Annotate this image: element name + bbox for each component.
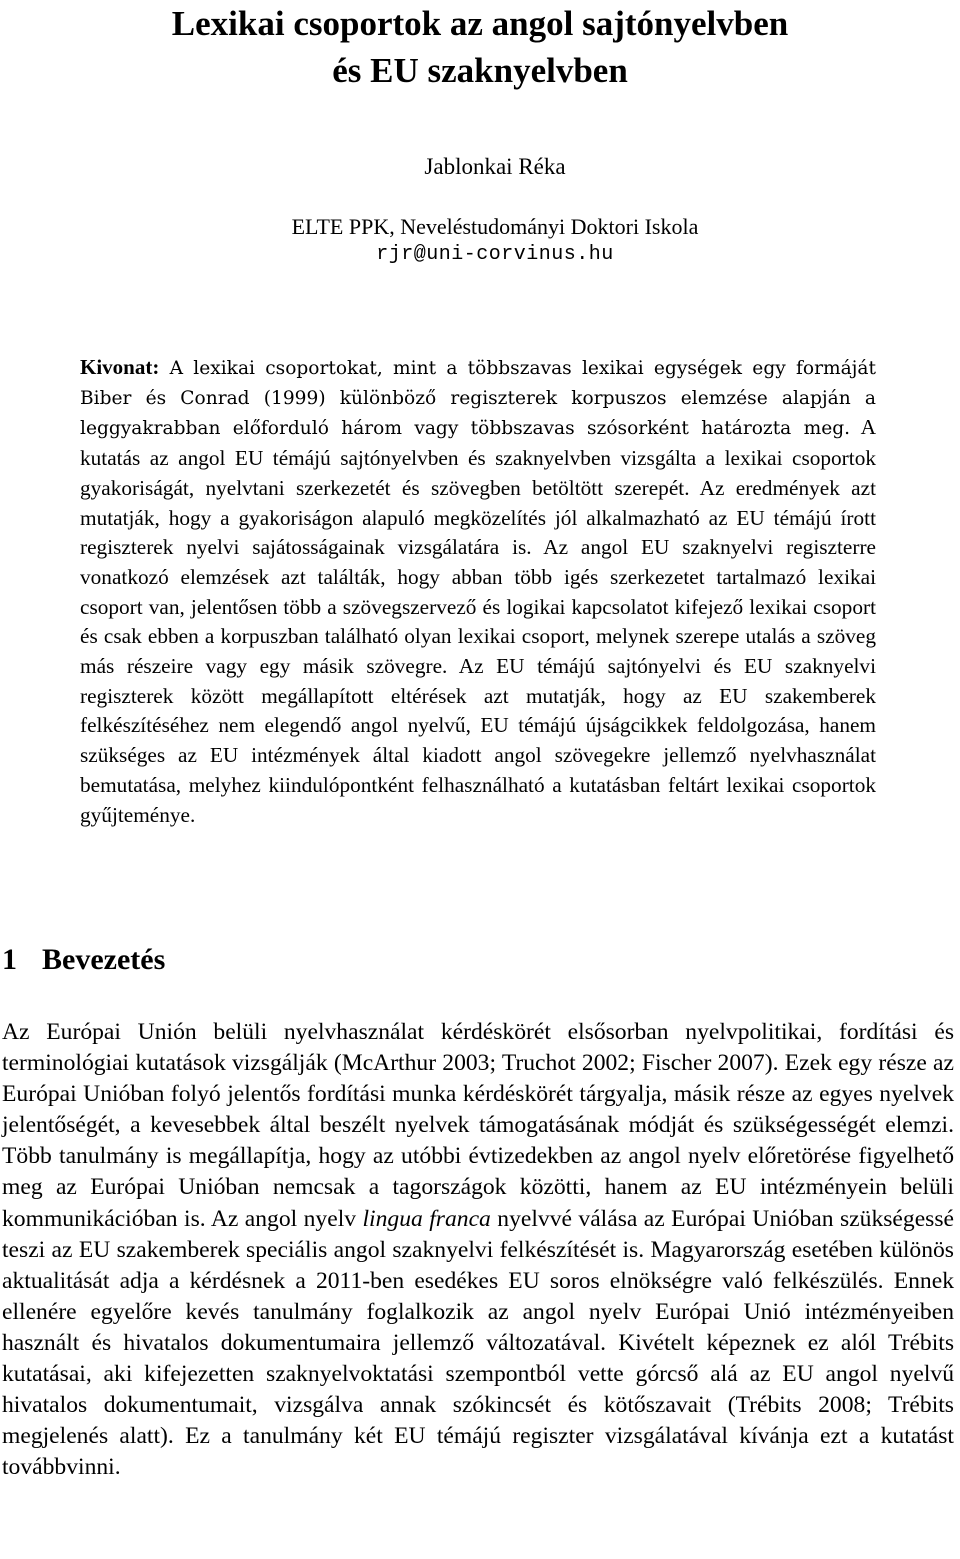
- paper-title-line-1: Lexikai csoportok az angol sajtónyelvben: [171, 4, 789, 43]
- author-name: Jablonkai Réka: [424, 154, 566, 179]
- abstract-label: Kivonat:: [80, 355, 160, 379]
- body-paragraph: [2, 1017, 954, 1483]
- body-text-part-1: Az Európai Unión belüli nyelvhasználat kérdéskörét elsősorban nyelvpolitikai, fordítási és terminológiai kutatások vizsgálják (McArthur 2003; Truchot 2002; Fischer 2007). Ezek egy része az Európai Unióban folyó jelentős fordítási munka kérdéskörét tárgyalja, másik része az egyes nyelvek jelentőségét, a kevesebbek által beszélt nyelvek támogatásának módját és szükségességét elemzi. Több tanulmány is megállapítja, hogy az utóbbi évtizedekben az angol nyelv előretörése figyelhető meg az Európai Unióban nemcsak a tagországok közötti, hanem az EU intézményein belüli kommunikációban is. Az angol nyelv: [2, 1019, 954, 1232]
- author-affiliation: ELTE PPK, Neveléstudományi Doktori Iskola: [291, 214, 699, 239]
- section-number: 1: [2, 943, 17, 976]
- section-title: Bevezetés: [42, 943, 166, 976]
- author-email: rjr@uni-corvinus.hu: [376, 243, 614, 266]
- abstract-text-part-2: A kutatás az angol EU témájú sajtónyelvben és szaknyelvben vizsgálta a lexikai csoportok gyakoriságát, nyelvtani szerkezetét és szövegben betöltött szerepét. Az eredmények azt mutatják, hogy a gyakoriságon alapuló megközelítés jól alkalmazható az EU témájú írott regiszterek nyelvi sajátosságainak vizsgálatára is. Az angol EU szaknyelvi regiszterre vonatkozó elemzések azt találták, hogy abban több igés szerkezetet tartalmazó lexikai csoport van, jelentősen több a szövegszervező és logikai kapcsolatot kifejező lexikai csoport és csak ebben a korpuszban található olyan lexikai csoport, melynek szerepe utalás a szöveg más részeire vagy egy másik szövegre. Az EU témájú sajtónyelvi és EU szaknyelvi regiszterek között megállapított eltérések azt mutatják, hogy az EU szakemberek felkészítéséhez nem elegendő angol nyelvű, EU témájú újságcikkek feldolgozása, hanem szükséges az EU intézmények által kiadott angol szövegekre jellemző nyelvhasználat bemutatása, melyhez kiindulópontként felhasználható a kutatásban feltárt lexikai csoportok gyűjteménye.: [80, 415, 876, 827]
- abstract-text-part-1: A lexikai csoportokat, mint a többszavas lexikai egységek egy formáját Biber és Conrad (1999) különböző regiszterek korpuszos elemzése alapján a leggyakrabban előforduló három vagy többszavas szósorként határozta meg.: [80, 358, 876, 440]
- body-text-italic: lingua franca: [362, 1205, 491, 1232]
- body-text-part-2: nyelvvé válása az Európai Unióban szükségessé teszi az EU szakemberek speciális angol szaknyelvi felkészítését is. Magyarország esetében különös aktualitását adja a kérdésnek a 2011-ben esedékes EU soros elnökségre való felkészülés. Ennek ellenére egyelőre kevés tanulmány foglalkozik az angol nyelv Európai Unió intézményeiben használt és hivatalos dokumentumaira jellemző változatával. Kivételt képeznek ez alól Trébits kutatásai, aki kifejezetten szaknyelvoktatási szempontból vette górcső alá az EU angol nyelvű hivatalos dokumentumait, vizsgálva annak szókincsét és kötőszavait (Trébits 2008; Trébits megjelenés alatt). Ez a tanulmány két EU témájú regiszter vizsgálatával kívánja ezt a kutatást továbbvinni.: [2, 1205, 955, 1481]
- paper-title-line-2: és EU szaknyelvben: [332, 51, 628, 90]
- abstract: [80, 353, 876, 830]
- section-heading: [2, 940, 165, 980]
- paper-title: [0, 0, 960, 94]
